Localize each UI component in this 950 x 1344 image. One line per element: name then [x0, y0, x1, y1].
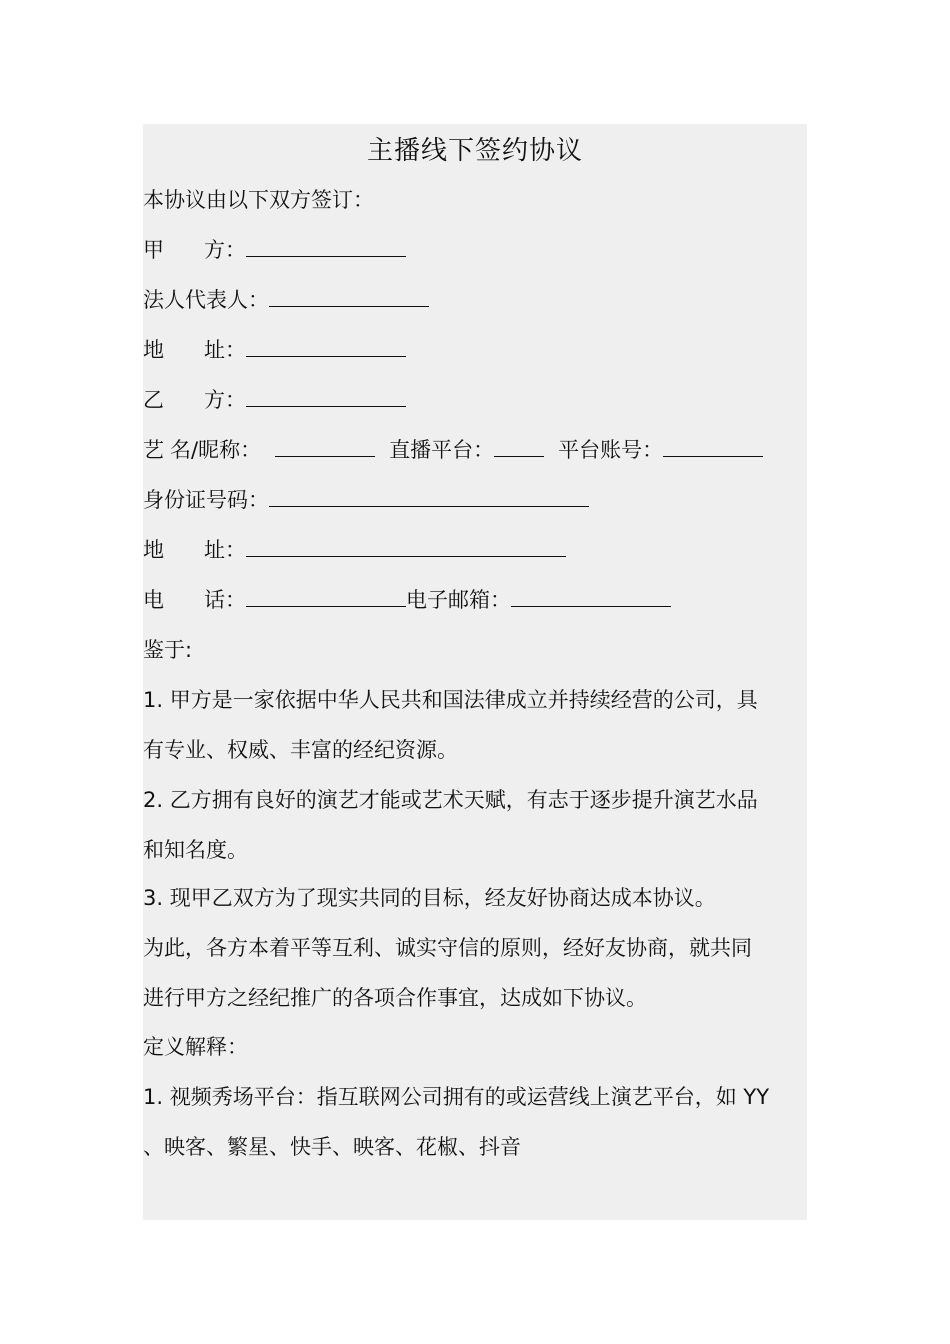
legal-rep-blank[interactable] [269, 284, 429, 307]
address-a-label-1: 地 [143, 338, 164, 362]
document-title: 主播线下签约协议 [366, 136, 583, 166]
stage-name-line [143, 434, 763, 466]
account-blank[interactable] [663, 434, 763, 457]
party-a-blank[interactable] [246, 234, 406, 257]
stage-name-label-2: 名/昵称： [170, 438, 262, 462]
platform-label: 直播平台： [389, 438, 495, 462]
address-a-label-2: 址： [204, 338, 246, 362]
definitions-heading: 定义解释： [143, 1035, 248, 1059]
stage-name-blank[interactable] [275, 434, 375, 457]
address-b-line [143, 534, 566, 566]
intro-line: 本协议由以下双方签订： [143, 188, 374, 212]
address-b-blank[interactable] [246, 534, 566, 557]
address-b-label-2: 址： [204, 538, 246, 562]
party-a-label-1: 甲 [143, 238, 164, 262]
party-b-blank[interactable] [246, 384, 406, 407]
phone-email-line [143, 584, 671, 616]
whereas-heading: 鉴于: [143, 638, 193, 662]
id-label: 身份证号码： [143, 488, 269, 512]
id-blank[interactable] [269, 484, 589, 507]
phone-blank[interactable] [246, 584, 406, 607]
platform-blank[interactable] [494, 434, 544, 457]
clause-1-line-1: 1. 甲方是一家依据中华人民共和国法律成立并持续经营的公司，具 [143, 688, 758, 712]
address-a-line [143, 334, 406, 366]
address-b-label-1: 地 [143, 538, 164, 562]
document-page [143, 124, 807, 1220]
phone-label-1: 电 [143, 588, 164, 612]
party-b-label-2: 方： [204, 388, 246, 412]
paragraph-line-1: 为此，各方本着平等互利、诚实守信的原则，经好友协商，就共同 [143, 936, 752, 960]
email-label: 电子邮箱： [406, 588, 511, 612]
party-a-line [143, 234, 406, 266]
account-label: 平台账号： [558, 438, 664, 462]
legal-rep-label: 法人代表人： [143, 288, 269, 312]
email-blank[interactable] [511, 584, 671, 607]
legal-rep-line [143, 284, 429, 316]
party-b-line [143, 384, 406, 416]
definition-1-line-2: 、映客、繁星、快手、映客、花椒、抖音 [143, 1135, 521, 1159]
address-a-blank[interactable] [246, 334, 406, 357]
stage-name-label-1: 艺 [143, 438, 164, 462]
party-a-label-2: 方： [204, 238, 246, 262]
phone-label-2: 话： [204, 588, 246, 612]
id-line [143, 484, 589, 516]
clause-2-line-2: 和知名度。 [143, 838, 248, 862]
paragraph-line-2: 进行甲方之经纪推广的各项合作事宜，达成如下协议。 [143, 986, 647, 1010]
party-b-label-1: 乙 [143, 388, 164, 412]
clause-3: 3. 现甲乙双方为了现实共同的目标，经友好协商达成本协议。 [143, 886, 716, 910]
clause-1-line-2: 有专业、权威、丰富的经纪资源。 [143, 738, 458, 762]
definition-1-line-1: 1. 视频秀场平台：指互联网公司拥有的或运营线上演艺平台，如 YY [143, 1085, 770, 1109]
clause-2-line-1: 2. 乙方拥有良好的演艺才能或艺术天赋，有志于逐步提升演艺水品 [143, 788, 758, 812]
